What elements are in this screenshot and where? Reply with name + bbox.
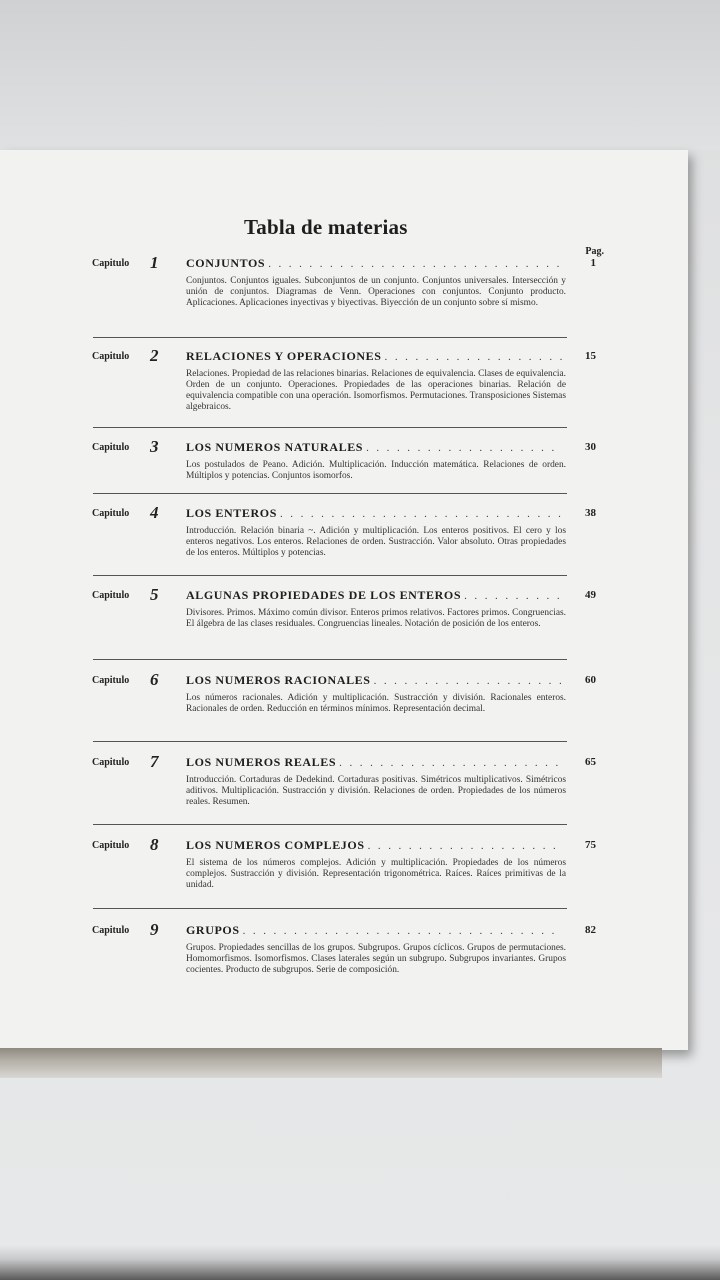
- chapter-description: Grupos. Propiedades sencillas de los grupos. Subgrupos. Grupos cíclicos. Grupos de permutaciones. Homomorfismos. Isomorfismos. Clases laterales según un subgrupo. Subgrupos invariantes. Grupos cocientes. Producto de subgrupos. Serie de composición.: [186, 943, 566, 975]
- chapter-page: 60: [585, 674, 596, 686]
- chapter-number: 6: [150, 670, 159, 689]
- chapter-heading: [186, 256, 562, 272]
- chapter-divider: [93, 824, 567, 825]
- chapter-description: Los números racionales. Adición y multiplicación. Sustracción y división. Racionales enteros. Racionales de orden. Reducción en términos mínimos. Representación decimal.: [186, 693, 566, 714]
- page-column-label: Pag.: [585, 246, 604, 257]
- book-page-edge: [0, 1048, 662, 1078]
- chapter-divider: [93, 741, 567, 742]
- chapter-title: GRUPOS: [186, 923, 240, 937]
- chapter-title: LOS NUMEROS REALES: [186, 755, 337, 769]
- page-title: Tabla de materias: [244, 215, 408, 239]
- chapter-divider: [93, 575, 567, 576]
- chapter-label: Capitulo: [92, 840, 130, 851]
- chapter-divider: [93, 659, 567, 660]
- chapter-heading: [186, 506, 562, 522]
- chapter-page: 1: [590, 257, 596, 269]
- dot-leader: [268, 258, 562, 270]
- table-edge: [0, 1245, 720, 1280]
- background-surface: [0, 0, 720, 150]
- chapter-number: 1: [150, 253, 159, 272]
- chapter-heading: [186, 349, 562, 365]
- chapter-divider: [93, 493, 567, 494]
- chapter-heading: [186, 588, 562, 604]
- dot-leader: [374, 675, 562, 687]
- chapter-label: Capitulo: [92, 351, 130, 362]
- chapter-heading: [186, 923, 562, 939]
- chapter-title: LOS ENTEROS: [186, 506, 277, 520]
- dot-leader: [464, 590, 562, 602]
- chapter-page: 30: [585, 441, 596, 453]
- chapter-number: 3: [150, 437, 159, 456]
- chapter-number: 7: [150, 752, 159, 771]
- chapter-title: LOS NUMEROS RACIONALES: [186, 673, 371, 687]
- chapter-divider: [93, 427, 567, 428]
- chapter-label: Capitulo: [92, 258, 130, 269]
- chapter-label: Capitulo: [92, 442, 130, 453]
- chapter-page: 65: [585, 756, 596, 768]
- chapter-description: Introducción. Cortaduras de Dedekind. Cortaduras positivas. Simétricos multiplicativos. Simétricos aditivos. Multiplicación. Sustracción y división. Relaciones de orden. Propiedades de los números reales. Resumen.: [186, 775, 566, 807]
- chapter-title: LOS NUMEROS NATURALES: [186, 440, 364, 454]
- chapter-label: Capitulo: [92, 508, 130, 519]
- chapter-title: LOS NUMEROS COMPLEJOS: [186, 838, 365, 852]
- chapter-title: CONJUNTOS: [186, 256, 266, 270]
- chapter-page: 75: [585, 839, 596, 851]
- chapter-label: Capitulo: [92, 590, 130, 601]
- chapter-title: ALGUNAS PROPIEDADES DE LOS ENTEROS: [186, 588, 462, 602]
- chapter-heading: [186, 673, 562, 689]
- dot-leader: [368, 840, 562, 852]
- dot-leader: [366, 442, 562, 454]
- chapter-heading: [186, 755, 562, 771]
- chapter-label: Capitulo: [92, 925, 130, 936]
- dot-leader: [243, 925, 562, 937]
- chapter-divider: [93, 908, 567, 909]
- chapter-description: Divisores. Primos. Máximo común divisor. Enteros primos relativos. Factores primos. Congruencias. El álgebra de las clases residuales. Congruencias lineales. Notación de posición de los enteros.: [186, 608, 566, 629]
- chapter-description: Conjuntos. Conjuntos iguales. Subconjuntos de un conjunto. Conjuntos universales. Intersección y unión de conjuntos. Diagramas de Venn. Operaciones con conjuntos. Conjunto producto. Aplicaciones. Aplicaciones inyectivas y biyectivas. Biyección de un conjunto sobre sí mismo.: [186, 276, 566, 308]
- chapter-description: Los postulados de Peano. Adición. Multiplicación. Inducción matemática. Relaciones de orden. Múltiplos y potencias. Conjuntos isomorfos.: [186, 460, 566, 481]
- chapter-number: 4: [150, 503, 159, 522]
- chapter-description: El sistema de los números complejos. Adición y multiplicación. Propiedades de los números complejos. Sustracción y división. Representación trigonométrica. Raíces. Raíces primitivas de la unidad.: [186, 858, 566, 890]
- chapter-divider: [93, 337, 567, 338]
- chapter-title: RELACIONES Y OPERACIONES: [186, 349, 382, 363]
- dot-leader: [385, 351, 562, 363]
- dot-leader: [339, 757, 562, 769]
- chapter-number: 8: [150, 835, 159, 854]
- chapter-description: Relaciones. Propiedad de las relaciones binarias. Relaciones de equivalencia. Clases de equivalencia. Orden de un conjunto. Operaciones. Propiedades de las operaciones binarias. Relación de equivalencia compatible con una operación. Isomorfismos. Permutaciones. Transposiciones Sistemas algebraicos.: [186, 369, 566, 412]
- chapter-description: Introducción. Relación binaria ~. Adición y multiplicación. Los enteros positivos. El cero y los enteros negativos. Los enteros. Relaciones de orden. Sustracción. Valor absoluto. Otras propiedades de los enteros. Múltiplos y potencias.: [186, 526, 566, 558]
- chapter-page: 38: [585, 507, 596, 519]
- chapter-number: 5: [150, 585, 159, 604]
- chapter-heading: [186, 838, 562, 854]
- dot-leader: [280, 508, 562, 520]
- chapter-number: 2: [150, 346, 159, 365]
- chapter-page: 82: [585, 924, 596, 936]
- chapter-label: Capitulo: [92, 675, 130, 686]
- chapter-label: Capitulo: [92, 757, 130, 768]
- chapter-heading: [186, 440, 562, 456]
- chapter-number: 9: [150, 920, 159, 939]
- chapter-page: 49: [585, 589, 596, 601]
- chapter-page: 15: [585, 350, 596, 362]
